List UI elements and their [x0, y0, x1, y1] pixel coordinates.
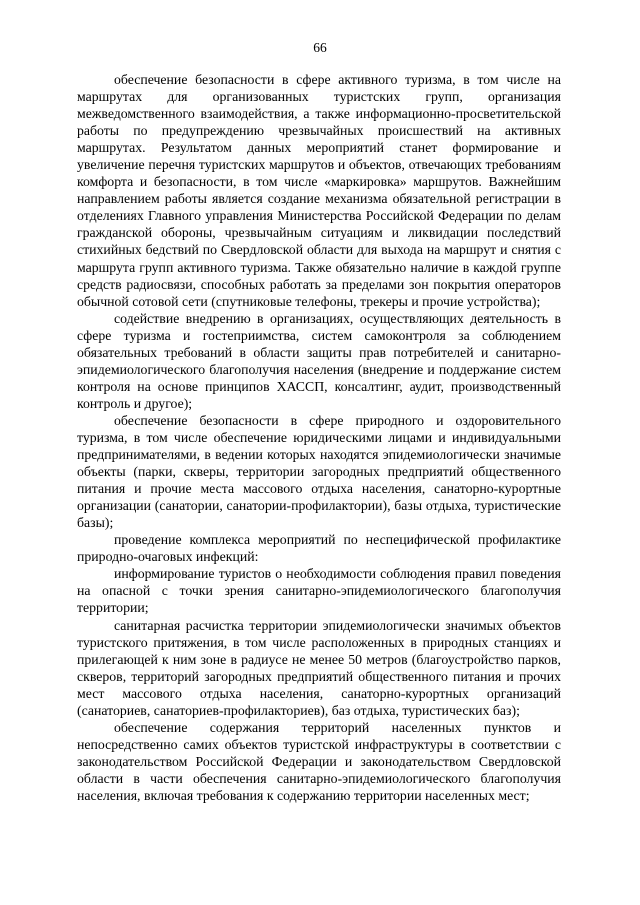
paragraph-active-tourism-safety: обеспечение безопасности в сфере активного туризма, в том числе на маршрутах для организованных туристских групп, организация межведомственного взаимодействия, а также информационно-просветительской работы по предупреждению чрезвычайных происшествий на активных маршрутах. Результатом данных мероприятий станет формирование и увеличение перечня туристских маршрутов и объектов, отвечающих требованиям комфорта и безопасности, в том числе «маркировка» маршрутов. Важнейшим направлением работы является создание механизма обязательной регистрации в отделениях Главного управления Министерства Российской Федерации по делам гражданской обороны, чрезвычайным ситуациям и ликвидации последствий стихийных бедствий по Свердловской области для выхода на маршрут и снятия с маршрута групп активного туризма. Также обязательно наличие в каждой группе средств радиосвязи, способных работать за пределами зон покрытия операторов обычной сотовой сети (спутниковые телефоны, трекеры и прочие устройства); [77, 72, 561, 309]
document-body [77, 71, 561, 804]
paragraph-infection-prevention: проведение комплекса мероприятий по неспецифической профилактике природно-очаговых инфекций: [77, 532, 561, 565]
paragraph-nature-health-tourism-safety: обеспечение безопасности в сфере природного и оздоровительного туризма, в том числе обеспечение юридическими лицами и индивидуальными предпринимателями, в ведении которых находятся эпидемиологически значимые объекты (парки, скверы, территории загородных предприятий общественного питания и прочие места массового отдыха населения, санаторно-курортные организации (санатории, санатории-профилактории), базы отдыха, туристические базы); [77, 412, 561, 531]
paragraph-self-control-systems: содействие внедрению в организациях, осуществляющих деятельность в сфере туризма и гостеприимства, систем самоконтроля за соблюдением обязательных требований в области защиты прав потребителей и санитарно-эпидемиологического благополучия населения (внедрение и поддержание систем контроля на основе принципов ХАССП, консалтинг, аудит, производственный контроль и другое); [77, 310, 561, 411]
paragraph-sanitary-clearing: санитарная расчистка территории эпидемиологически значимых объектов туристского притяжения, в том числе расположенных в природных станциях и прилегающей к ним зоне в радиусе не менее 50 метров (благоустройство парков, скверов, территорий загородных предприятий общественного питания и прочих мест массового отдыха населения, санаторно-курортных организаций (санаториев, санаториев-профилакториев), баз отдыха, туристических баз); [77, 617, 561, 718]
paragraph-tourist-information: информирование туристов о необходимости соблюдения правил поведения на опасной с точки зрения санитарно-эпидемиологического благополучия территории; [77, 566, 561, 616]
page-number: 66 [313, 40, 327, 55]
paragraph-territory-maintenance: обеспечение содержания территорий населенных пунктов и непосредственно самих объектов туристской инфраструктуры в соответствии с законодательством Российской Федерации и законодательством Свердловской области в части обеспечения санитарно-эпидемиологического благополучия населения, включая требования к содержанию территории населенных мест; [77, 719, 561, 803]
